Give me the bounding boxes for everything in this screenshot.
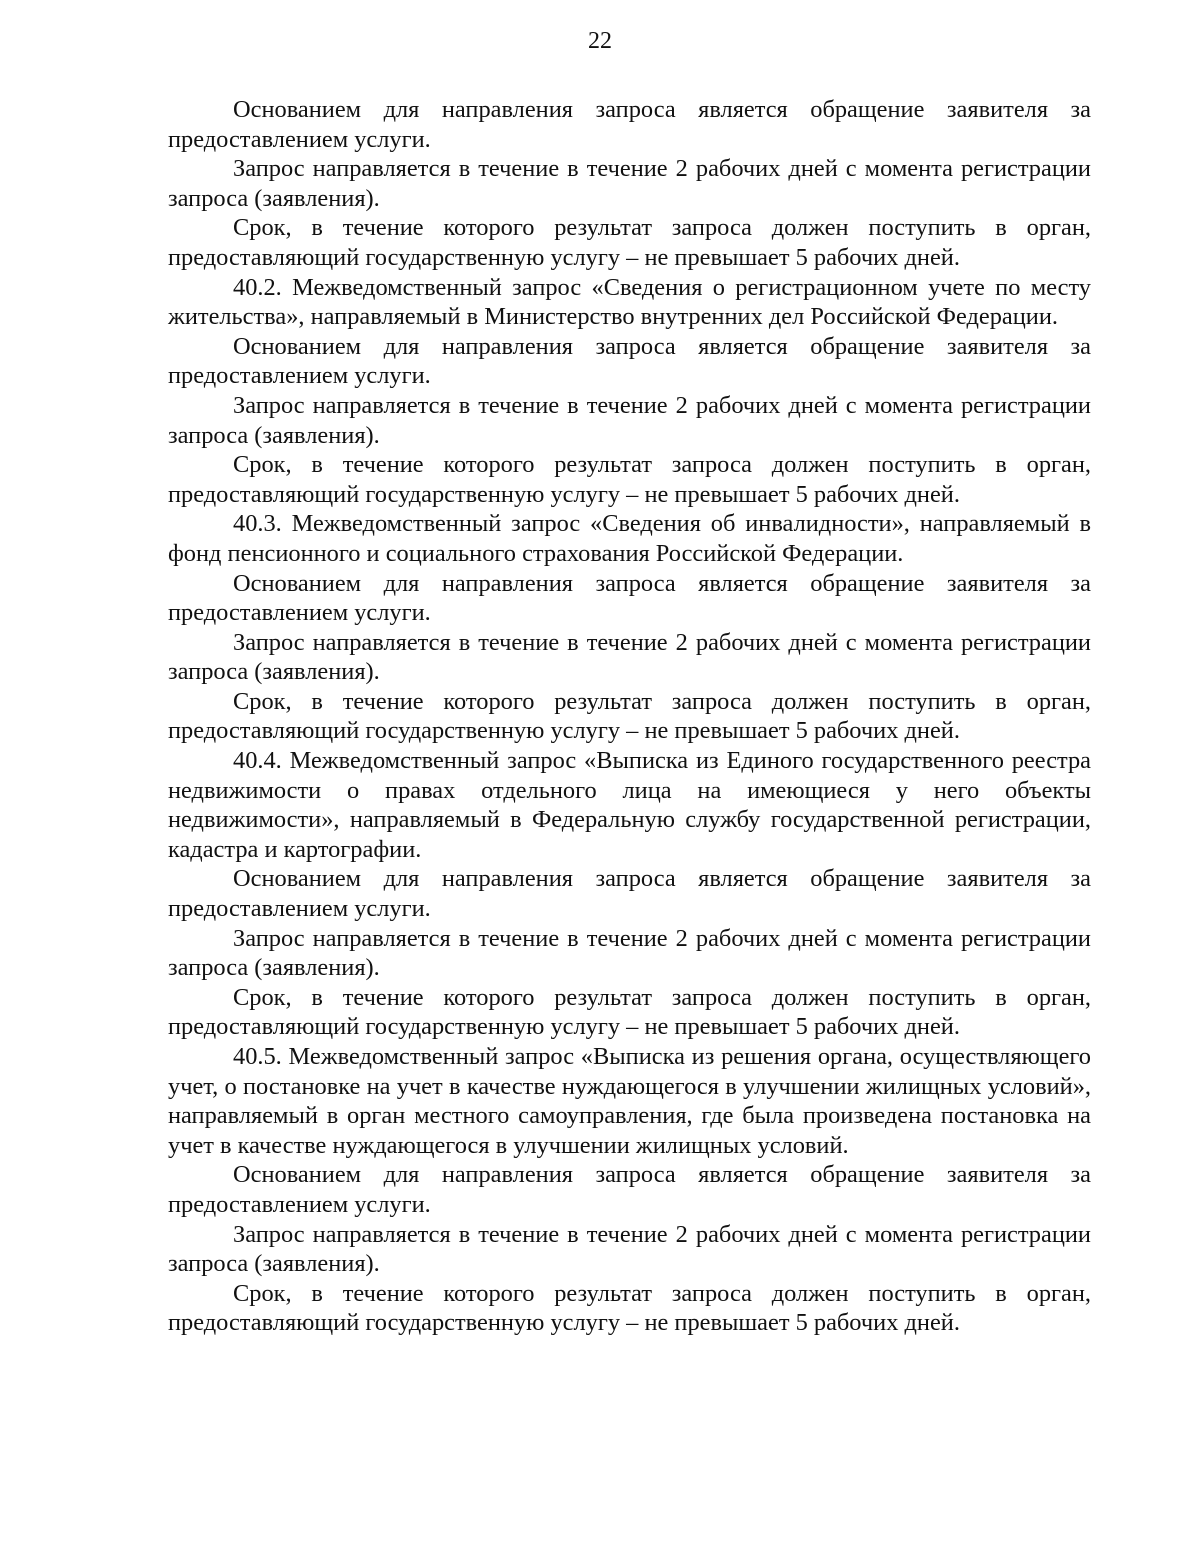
paragraph-basis-1: Основанием для направления запроса является обращение заявителя за предоставлением услуги. <box>168 96 1091 153</box>
paragraph-response-term-2: Срок, в течение которого результат запроса должен поступить в орган, предоставляющий государственную услугу – не превышает 5 рабочих дней. <box>168 451 1091 508</box>
paragraph-response-term-4: Срок, в течение которого результат запроса должен поступить в орган, предоставляющий государственную услугу – не превышает 5 рабочих дней. <box>168 983 1091 1041</box>
paragraph-basis-2: Основанием для направления запроса является обращение заявителя за предоставлением услуги. <box>168 332 1091 390</box>
document-body <box>168 95 1091 1338</box>
paragraph-sending-term-3: Запрос направляется в течение в течение 2 рабочих дней с момента регистрации запроса (заявления). <box>168 628 1091 686</box>
paragraph-response-term-5: Срок, в течение которого результат запроса должен поступить в орган, предоставляющий государственную услугу – не превышает 5 рабочих дней. <box>168 1279 1091 1337</box>
paragraph-sending-term-4: Запрос направляется в течение в течение 2 рабочих дней с момента регистрации запроса (заявления). <box>168 924 1091 982</box>
paragraph-basis-3: Основанием для направления запроса является обращение заявителя за предоставлением услуги. <box>168 569 1091 627</box>
paragraph-basis-4: Основанием для направления запроса является обращение заявителя за предоставлением услуги. <box>168 865 1091 923</box>
paragraph-item-40-2: 40.2. Межведомственный запрос «Сведения о регистрационном учете по месту жительства», направляемый в Министерство внутренних дел Российской Федерации. <box>168 273 1091 331</box>
paragraph-sending-term-1: Запрос направляется в течение в течение 2 рабочих дней с момента регистрации запроса (заявления). <box>168 155 1091 212</box>
paragraph-response-term-1: Срок, в течение которого результат запроса должен поступить в орган, предоставляющий государственную услугу – не превышает 5 рабочих дней. <box>168 214 1091 271</box>
paragraph-response-term-3: Срок, в течение которого результат запроса должен поступить в орган, предоставляющий государственную услугу – не превышает 5 рабочих дней. <box>168 687 1091 745</box>
paragraph-sending-term-2: Запрос направляется в течение в течение 2 рабочих дней с момента регистрации запроса (заявления). <box>168 391 1091 449</box>
paragraph-basis-5: Основанием для направления запроса является обращение заявителя за предоставлением услуги. <box>168 1161 1091 1218</box>
paragraph-sending-term-5: Запрос направляется в течение в течение 2 рабочих дней с момента регистрации запроса (заявления). <box>168 1220 1091 1278</box>
paragraph-item-40-5: 40.5. Межведомственный запрос «Выписка из решения органа, осуществляющего учет, о постановке на учет в качестве нуждающегося в улучшении жилищных условий», направляемый в орган местного самоуправления, где была произведена постановка на учет в качестве нуждающегося в улучшении жилищных условий. <box>168 1043 1091 1159</box>
paragraph-item-40-4: 40.4. Межведомственный запрос «Выписка из Единого государственного реестра недвижимости о правах отдельного лица на имеющиеся у него объекты недвижимости», направляемый в Федеральную службу государственной регистрации, кадастра и картографии. <box>168 747 1091 863</box>
paragraph-item-40-3: 40.3. Межведомственный запрос «Сведения об инвалидности», направляемый в фонд пенсионного и социального страхования Российской Федерации. <box>168 510 1091 567</box>
page-number: 22 <box>588 28 612 54</box>
